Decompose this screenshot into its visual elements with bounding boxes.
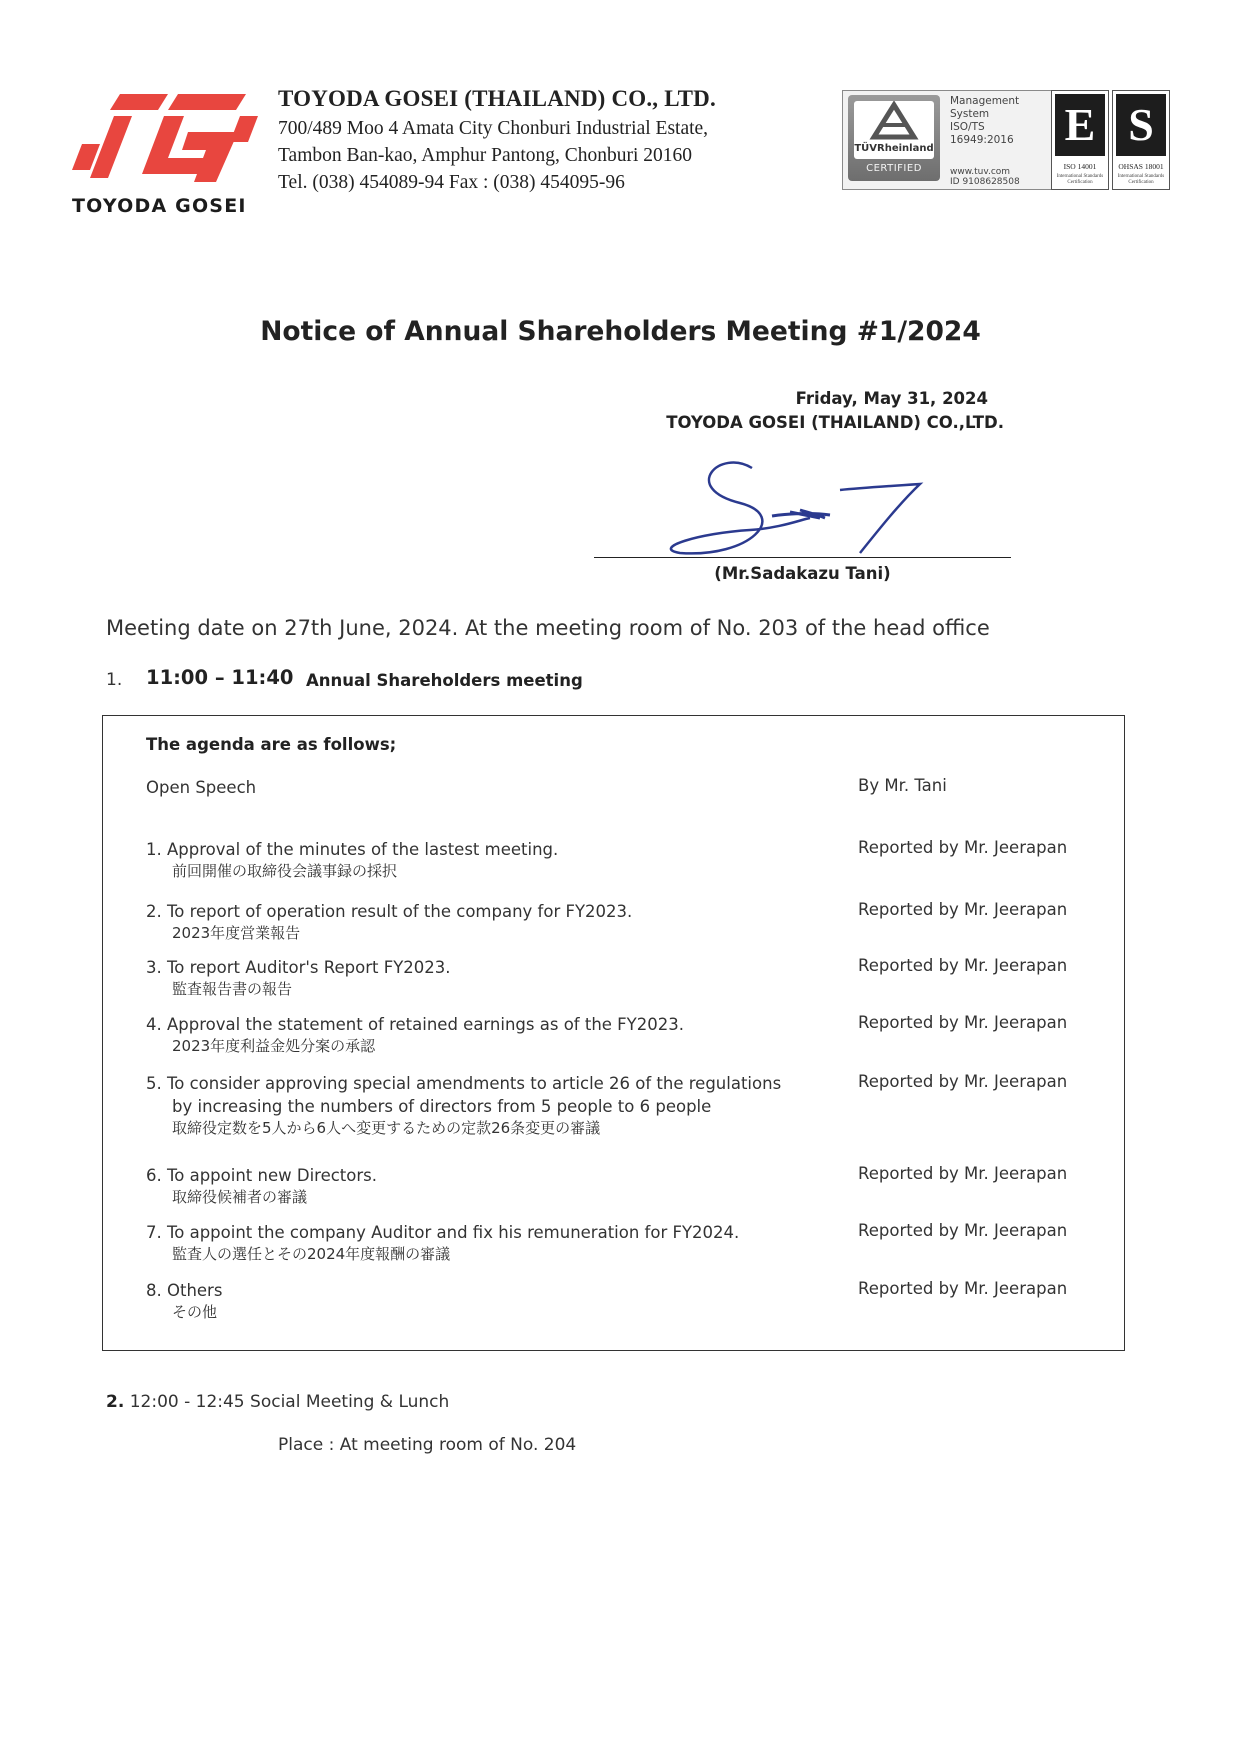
open-speech-by: By Mr. Tani	[858, 776, 947, 795]
agenda-item-7: 7. To appoint the company Auditor and fix his remuneration for FY2024. 監査人の選任とその2024年度報酬の審議	[146, 1223, 740, 1263]
tuv-triangle-icon	[854, 101, 934, 141]
agenda-item-6: 6. To appoint new Directors. 取締役候補者の審議	[146, 1166, 377, 1206]
tg-logo-icon	[68, 86, 280, 196]
company-phone-fax: Tel. (038) 454089-94 Fax : (038) 454095-96	[278, 172, 625, 193]
handwritten-signature	[660, 448, 960, 568]
signer-name: (Mr.Sadakazu Tani)	[714, 564, 891, 583]
agenda-item-5: 5. To consider approving special amendments to article 26 of the regulations by increasing the numbers of directors from 5 people to 6 people 取締役定数を5人から6人へ変更するための定款26条変更の審議	[146, 1074, 782, 1137]
meeting-date-text: Meeting date on 27th June, 2024. At the meeting room of No. 203 of the head office	[106, 616, 990, 640]
agenda-item-2-reporter: Reported by Mr. Jeerapan	[858, 900, 1068, 919]
tuv-system-text: Management System ISO/TS 16949:2016	[950, 95, 1020, 146]
open-speech-label: Open Speech	[146, 778, 257, 797]
agenda-item-4-reporter: Reported by Mr. Jeerapan	[858, 1013, 1068, 1032]
agenda-item-3: 3. To report Auditor's Report FY2023. 監査報告書の報告	[146, 958, 451, 998]
tuv-website: www.tuv.com ID 9108628508	[950, 167, 1020, 187]
agenda-item-8: 8. Others その他	[146, 1281, 223, 1321]
agenda-item-1-reporter: Reported by Mr. Jeerapan	[858, 838, 1068, 857]
section2-number: 2.	[106, 1392, 125, 1412]
page-title: Notice of Annual Shareholders Meeting #1/2024	[260, 316, 981, 347]
iso14001-label: ISO 14001	[1063, 162, 1097, 171]
section2-place: Place : At meeting room of No. 204	[278, 1435, 577, 1455]
iso14001-badge	[1051, 90, 1109, 190]
agenda-item-3-reporter: Reported by Mr. Jeerapan	[858, 956, 1068, 975]
tuv-certified-label: CERTIFIED	[866, 163, 922, 174]
section1-time: 11:00 – 11:40	[146, 666, 294, 689]
agenda-item-6-reporter: Reported by Mr. Jeerapan	[858, 1164, 1068, 1183]
ohsas18001-label: OHSAS 18001	[1118, 162, 1164, 171]
company-letterhead	[278, 86, 716, 196]
agenda-item-4: 4. Approval the statement of retained earnings as of the FY2023. 2023年度利益金処分案の承認	[146, 1015, 684, 1055]
tuv-certification-badge	[842, 90, 1052, 190]
ohsas18001-badge	[1112, 90, 1170, 190]
iso14001-sub: International Standards Certification	[1056, 174, 1104, 185]
section1-title: Annual Shareholders meeting	[306, 671, 583, 690]
letter-e-icon: E	[1055, 94, 1105, 156]
ohsas18001-sub: International Standards Certification	[1117, 174, 1165, 185]
letter-s-icon: S	[1116, 94, 1166, 156]
section2-text: 12:00 - 12:45 Social Meeting & Lunch	[129, 1392, 450, 1412]
agenda-item-8-reporter: Reported by Mr. Jeerapan	[858, 1279, 1068, 1298]
signing-company: TOYODA GOSEI (THAILAND) CO.,LTD.	[666, 413, 1004, 432]
tuv-brand: TÜVRheinland	[854, 143, 934, 154]
agenda-item-5-reporter: Reported by Mr. Jeerapan	[858, 1072, 1068, 1091]
notice-date: Friday, May 31, 2024	[795, 389, 988, 408]
company-address-line-1: 700/489 Moo 4 Amata City Chonburi Industrial Estate,	[278, 118, 709, 139]
tuv-badge	[848, 95, 940, 181]
company-name: TOYODA GOSEI (THAILAND) CO., LTD.	[278, 86, 716, 111]
agenda-item-2: 2. To report of operation result of the company for FY2023. 2023年度営業報告	[146, 902, 633, 942]
agenda-item-7-reporter: Reported by Mr. Jeerapan	[858, 1221, 1068, 1240]
section1-number: 1.	[106, 670, 123, 690]
agenda-heading: The agenda are as follows;	[146, 735, 397, 754]
company-address-line-2: Tambon Ban-kao, Amphur Pantong, Chonburi 20160	[278, 145, 693, 166]
agenda-item-1: 1. Approval of the minutes of the lastest meeting. 前回開催の取締役会議事録の採択	[146, 840, 559, 880]
signature-line	[594, 557, 1011, 558]
logo-wordmark: TOYODA GOSEI	[72, 195, 247, 217]
section2	[106, 1392, 449, 1412]
